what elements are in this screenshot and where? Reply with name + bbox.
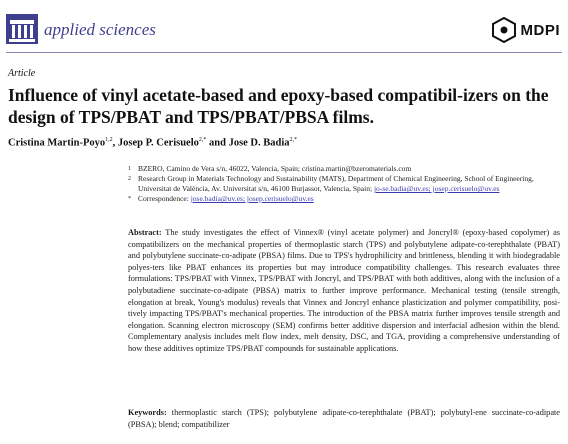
author-separator: ,: [112, 137, 118, 149]
author-list: [8, 137, 297, 149]
mdpi-hexagon-icon: [491, 17, 517, 43]
keywords: [128, 407, 560, 430]
journal-name: applied sciences: [44, 20, 156, 39]
affiliation-text: BZERO, Camino de Vera s/n, 46022, Valencia, Spain; cristina.martin@bzeromaterials.com: [138, 164, 412, 173]
article-type: Article: [8, 68, 36, 79]
journal-header: [6, 14, 562, 46]
author-separator: and: [206, 137, 229, 149]
author-affiliation-mark: 1,2: [105, 137, 113, 143]
abstract-label: Abstract:: [128, 228, 162, 237]
affiliations: [128, 164, 558, 204]
affiliation-number: 1: [128, 166, 131, 172]
affiliation-item: [128, 194, 558, 204]
journal-logo-icon: [6, 14, 38, 44]
keywords-text: thermoplastic starch (TPS); polybutylene adipate-co-terephthalate (PBAT); polybutyl-ene succinate-co-adipate (PBSA); blend; compatibilizer: [128, 408, 560, 429]
correspondence-label: Correspondence:: [138, 194, 191, 203]
publisher-logo: [491, 17, 561, 43]
author-name: Josep P. Cerisuelo: [117, 137, 199, 149]
author-name: Jose D. Badia: [228, 137, 290, 149]
affiliation-number: 2: [128, 176, 131, 182]
keywords-label: Keywords:: [128, 408, 167, 417]
article-title: Influence of vinyl acetate-based and epoxy-based compatibil-izers on the design of TPS/PBAT and TPS/PBAT/PBSA films.: [8, 85, 549, 127]
abstract: [128, 227, 560, 355]
affiliation-item: [128, 174, 558, 194]
author-affiliation-mark: 2,*: [289, 137, 298, 143]
correspondence-email-link[interactable]: jose.badia@uv.es; josep.cerisuelo@uv.es: [190, 194, 314, 203]
affiliation-text: Research Group in Materials Technology and Sustainability (MATS), Department of Chemical Engineering, School of Engineering, Universitat de València, Av. Universitat s/n, 46100 Burjassot, Valencia, Spain;: [138, 174, 534, 193]
author-affiliation-mark: 2,*: [198, 137, 207, 143]
email-link[interactable]: jo-se.badia@uv.es; josep.cerisuelo@uv.es: [373, 184, 500, 193]
publisher-name: MDPI: [520, 21, 560, 39]
header-divider: [6, 52, 562, 53]
affiliation-number: *: [128, 196, 131, 202]
abstract-text: The study investigates the effect of Vinnex® (vinyl acetate polymer) and Joncryl® (epoxy-based copolymer) as compatibilizers on the mechanical properties of thermoplastic starch (TPS) and polybutylene adipate-co-terephthalate (PBAT) and polybutylene succinate-co-adipate (PBSA) films. Due to TPS's hydrophilicity and brittleness, blending it with biodegradable polyes-ters like PBAT enhances its properties but may introduce compatibility challenges. This research evaluates three formulations: TPS/PBAT with Vinnex, TPS/PBAT with Joncryl, and TPS/PBAT with both additives, along with the inclusion of a polybutadiene succinate-co-adipate (PBSA) matrix to further improve performance. Mechanical testing (tensile strength, elongation at break, Young's modulus) reveals that Vinnex and Joncryl enhance plasticization and polymer compatibility, posi-tively impacting TPS/PBAT's mechanical properties. The introduction of the PBSA matrix further improves tensile strength and elongation. Scanning electron microscopy (SEM) confirms better additive dispersion and interfacial adhesion within the blend. Complementary analysis includes melt flow index, melt density, DSC, and TGA, providing a comprehensive understanding of how these additives optimize TPS/PBAT compounds for sustainable applications.: [128, 228, 560, 353]
affiliation-item: [128, 164, 558, 174]
author-name: Cristina Martin-Poyo: [8, 137, 106, 149]
